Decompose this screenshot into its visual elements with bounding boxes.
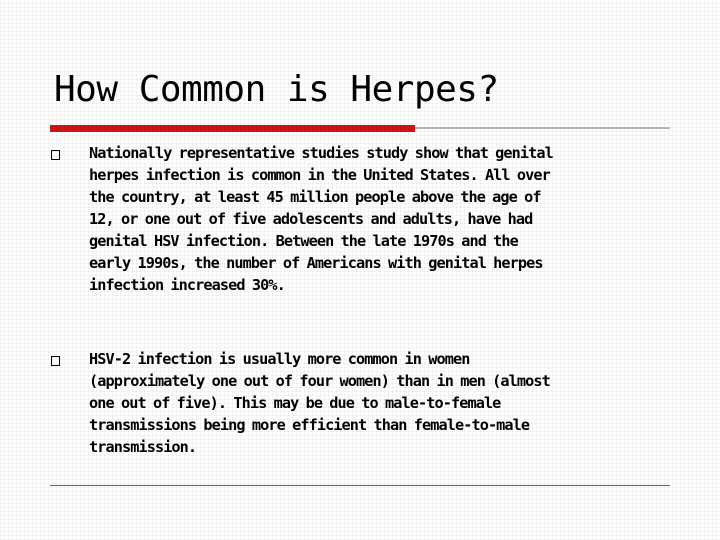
bullet-text: Nationally representative studies study show that genital herpes infection is common in the United States. All over the country, at least 45 million people above the age of 12, or one out of five adolescents and adults, have had genital HSV infection. Between the late 1970s and the early 1990s, the number of Americans with genital herpes infection increased 30%. xyxy=(89,144,553,294)
title-underline-accent xyxy=(50,125,415,132)
footer-rule xyxy=(50,485,670,486)
bullet-text: HSV-2 infection is usually more common in women (approximately one out of four women) than in men (almost one out of five). This may be due to male-to-female transmissions being more efficient than female-to-male transmission. xyxy=(89,350,550,456)
square-bullet-icon xyxy=(51,356,60,366)
square-bullet-icon xyxy=(51,150,60,160)
title-underline-rule xyxy=(415,127,670,129)
slide-title: How Common is Herpes? xyxy=(54,69,499,110)
